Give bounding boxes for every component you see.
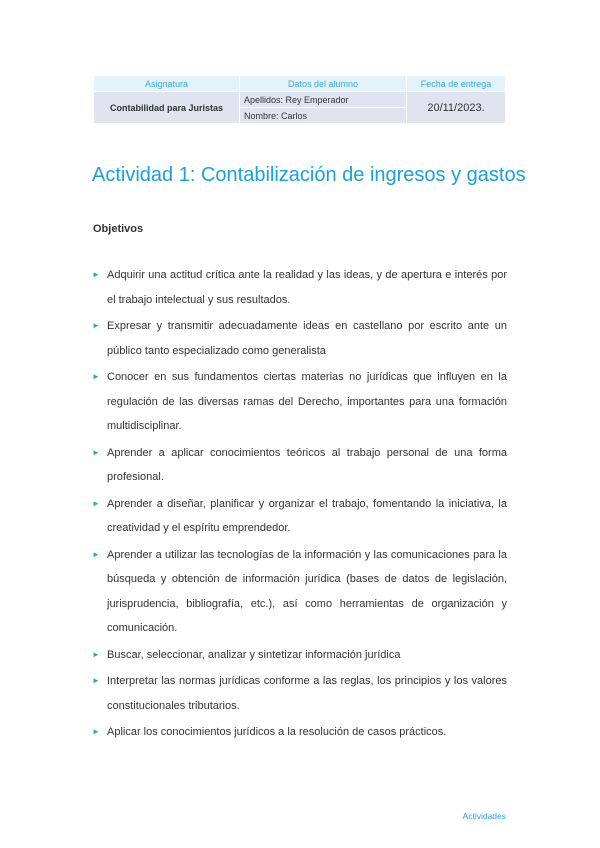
bullet-icon: ► [92,649,100,659]
item-text: Aprender a utilizar las tecnologías de la información y las comunicaciones para la búsqueda y obtención de información jurídica (bases de datos de legislación, jurisprudencia, bibliografía, etc.), así como herramientas de organización y comunicación. [107,548,507,634]
date-cell: 20/11/2023. [407,92,506,124]
bullet-icon: ► [92,727,100,736]
list-item [92,720,507,745]
list-item [92,543,507,641]
item-text: Conocer en sus fundamentos ciertas materias no jurídicas que influyen en la regulación de las diversas ramas del Derecho, importantes para una formación multidisciplinar. [107,371,507,432]
item-text: Aprender a diseñar, planificar y organizar el trabajo, fomentando la iniciativa, la creatividad y el espíritu emprendedor. [107,497,507,534]
item-text: Aplicar los conocimientos jurídicos a la resolución de casos prácticos. [107,726,447,738]
bullet-icon: ► [92,270,100,279]
header-subject: Asignatura [94,76,240,92]
item-text: Interpretar las normas jurídicas conforme a las reglas, los principios y los valores constitucionales tributarios. [107,675,507,712]
name-cell: Nombre: Carlos [240,108,407,124]
bullet-icon: ► [92,549,100,559]
list-item [92,263,507,312]
item-text: Aprender a aplicar conocimientos teóricos al trabajo personal de una forma profesional. [107,446,507,483]
bullet-icon: ► [92,676,100,685]
header-table [93,75,506,124]
bullet-icon: ► [92,372,100,381]
list-item [92,365,507,439]
list-item [92,314,507,363]
footer-label: Actividades [462,811,506,821]
objectives-list [92,263,507,747]
header-student: Datos del alumno [240,76,407,92]
bullet-icon: ► [92,498,100,508]
item-text: Buscar, seleccionar, analizar y sintetizar información jurídica [107,648,401,661]
page-title: Actividad 1: Contabilización de ingresos y gastos [92,164,526,186]
surname-cell: Apellidos: Rey Emperador [240,92,407,108]
list-item [92,441,507,490]
bullet-icon: ► [92,447,100,457]
subject-cell: Contabilidad para Juristas [94,92,240,124]
list-item [92,492,507,541]
objectives-heading: Objetivos [93,223,144,235]
list-item [92,643,507,668]
item-text: Adquirir una actitud crítica ante la realidad y las ideas, y de apertura e interés por el trabajo intelectual y sus resultados. [107,269,507,306]
item-text: Expresar y transmitir adecuadamente ideas en castellano por escrito ante un público tanto especializado como generalista [107,320,507,357]
header-date: Fecha de entrega [407,76,506,92]
list-item [92,669,507,718]
bullet-icon: ► [92,321,100,330]
